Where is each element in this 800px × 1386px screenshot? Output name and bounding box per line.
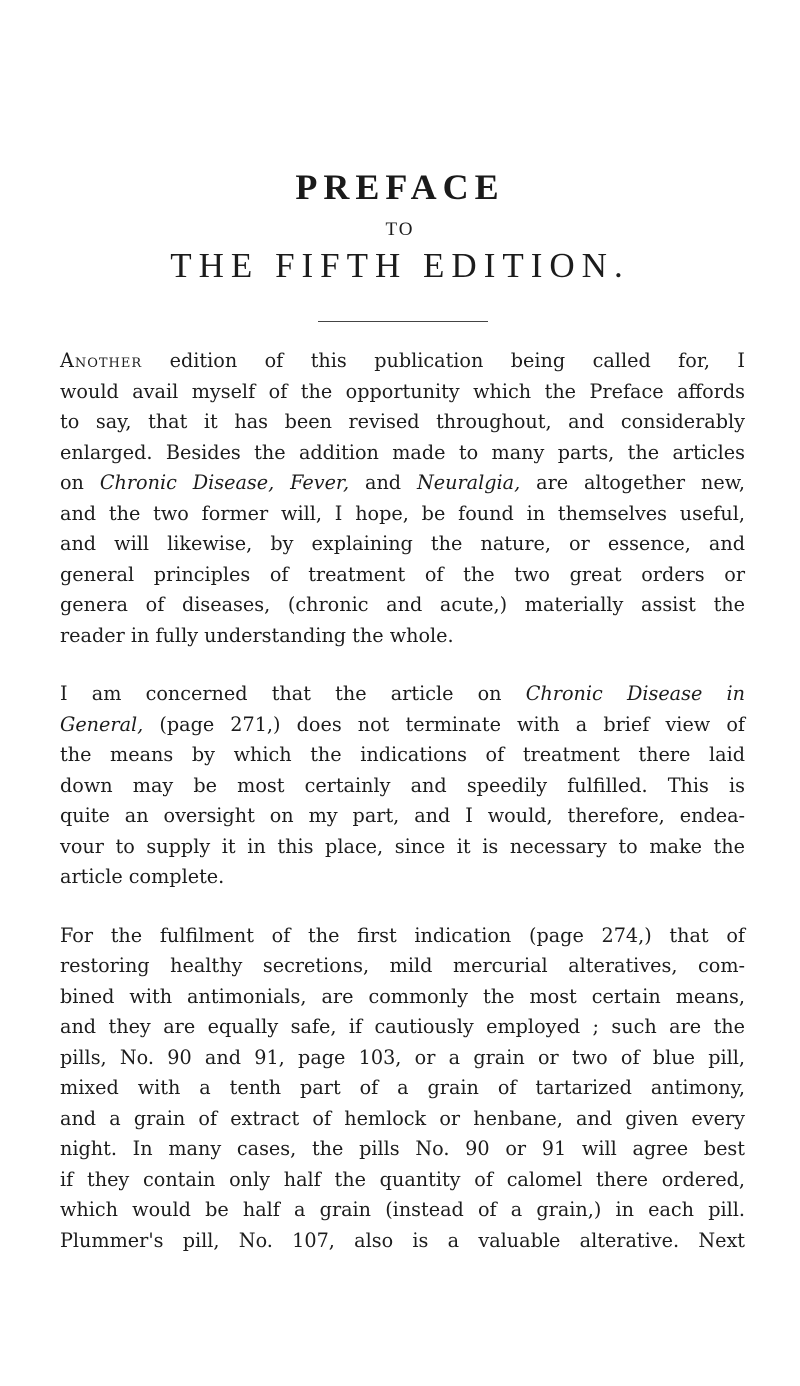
article-title: Chronic Disease, bbox=[99, 471, 275, 494]
text-line: general principles of treatment of the two great orders or bbox=[60, 562, 745, 586]
text-line: bined with antimonials, are commonly the most certain means, bbox=[60, 984, 745, 1008]
text-line: would avail myself of the opportunity which the Preface affords bbox=[60, 379, 745, 403]
text-line: vour to supply it in this place, since it is necessary to make the bbox=[60, 834, 745, 858]
paragraph-1 bbox=[60, 346, 745, 651]
paragraph-2 bbox=[60, 679, 745, 893]
text-line: on Chronic Disease, Fever, and Neuralgia, are altogether new, bbox=[60, 471, 745, 494]
text-line: mixed with a tenth part of a grain of tartarized antimony, bbox=[60, 1076, 745, 1099]
text-line: restoring healthy secretions, mild mercurial alteratives, com- bbox=[60, 954, 745, 977]
text-line: to say, that it has been revised throughout, and considerably bbox=[60, 410, 745, 433]
text-line: I am concerned that the article on Chronic Disease in bbox=[60, 682, 745, 705]
text-line: General, (page 271,) does not terminate with a brief view of bbox=[60, 712, 745, 736]
preface-body bbox=[60, 346, 745, 1284]
text-line: enlarged. Besides the addition made to many parts, the articles bbox=[60, 440, 745, 464]
text-line: if they contain only half the quantity of calomel there ordered, bbox=[60, 1167, 745, 1191]
article-title: Chronic Disease in bbox=[525, 682, 745, 705]
text-line: night. In many cases, the pills No. 90 or 91 will agree best bbox=[60, 1137, 745, 1160]
to-heading: TO bbox=[385, 219, 415, 240]
text-line: Plummer's pill, No. 107, also is a valuable alterative. Next bbox=[60, 1228, 745, 1252]
paragraph-3 bbox=[60, 921, 745, 1257]
article-title: Fever, bbox=[290, 471, 350, 494]
text-line: quite an oversight on my part, and I would, therefore, endea- bbox=[60, 804, 745, 827]
text-line: reader in fully understanding the whole. bbox=[60, 623, 454, 647]
preface-heading: PREFACE bbox=[295, 167, 505, 207]
text-line: down may be most certainly and speedily fulfilled. This is bbox=[60, 773, 745, 797]
edition-heading: THE FIFTH EDITION. bbox=[170, 246, 630, 285]
text-line: and they are equally safe, if cautiously employed ; such are the bbox=[60, 1015, 745, 1038]
lead-word: Another bbox=[60, 349, 143, 372]
text-line: pills, No. 90 and 91, page 103, or a grain or two of blue pill, bbox=[60, 1045, 745, 1069]
article-title: General, bbox=[60, 712, 144, 736]
article-title: Neuralgia, bbox=[417, 471, 521, 494]
text-line: and will likewise, by explaining the nature, or essence, and bbox=[60, 532, 745, 555]
section-divider bbox=[318, 321, 488, 322]
text-line: genera of diseases, (chronic and acute,) materially assist the bbox=[60, 593, 745, 616]
text-line: which would be half a grain (instead of a grain,) in each pill. bbox=[60, 1198, 745, 1221]
text-line: and the two former will, I hope, be found in themselves useful, bbox=[60, 501, 745, 525]
text-line: article complete. bbox=[60, 865, 225, 888]
text-line: For the fulfilment of the first indication (page 274,) that of bbox=[60, 923, 745, 947]
text-line: and a grain of extract of hemlock or henbane, and given every bbox=[60, 1106, 745, 1130]
text-line: the means by which the indications of treatment there laid bbox=[60, 743, 745, 766]
text-line: Another edition of this publication being called for, I bbox=[60, 349, 745, 372]
